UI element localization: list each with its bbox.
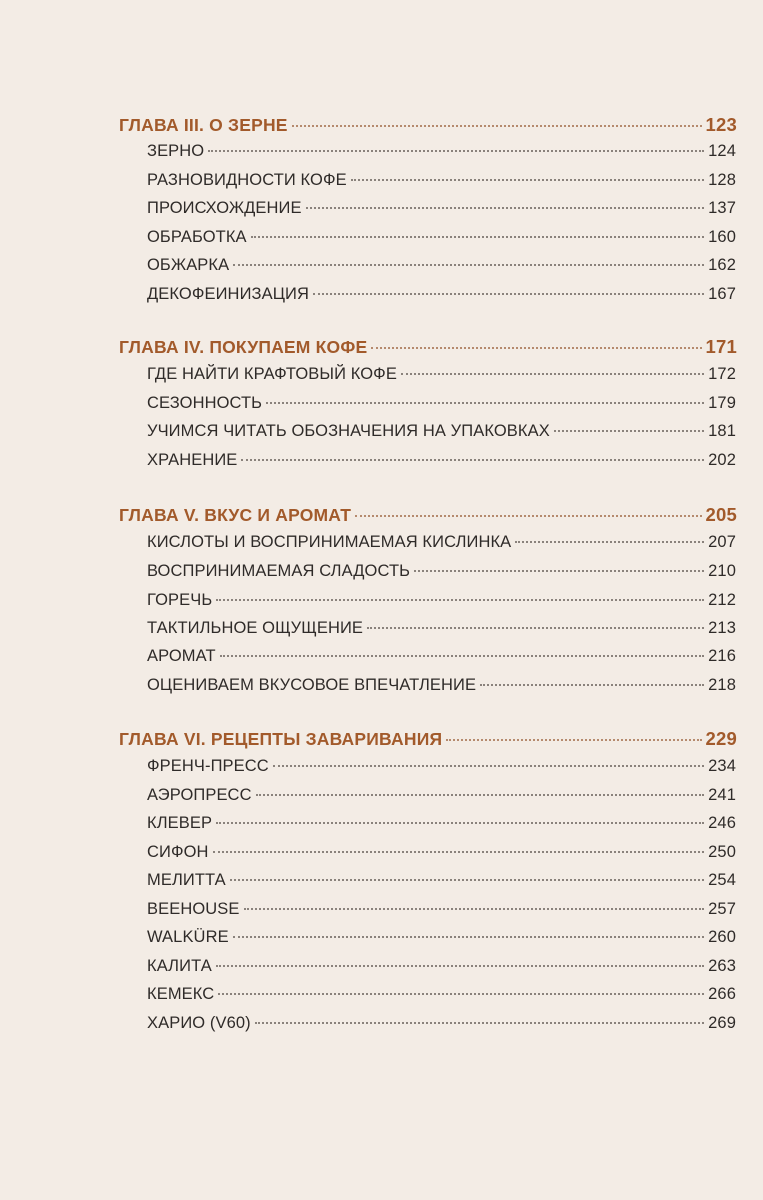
entry-page-number: 124: [708, 142, 736, 160]
entry-page-number: 207: [708, 533, 736, 551]
dot-leader: [220, 655, 705, 657]
dot-leader: [241, 459, 704, 461]
entry-page-number: 234: [708, 757, 736, 775]
entry-title: МЕЛИТТА: [147, 871, 226, 889]
toc-entry: [147, 957, 736, 976]
entry-page-number: 263: [708, 957, 736, 975]
entry-title: ГОРЕЧЬ: [147, 591, 213, 609]
dot-leader: [515, 541, 704, 543]
entry-page-number: 162: [708, 256, 736, 274]
entry-page-number: 216: [708, 647, 736, 665]
dot-leader: [292, 125, 702, 127]
dot-leader: [216, 599, 704, 601]
entry-title: ВОСПРИНИМАЕМАЯ СЛАДОСТЬ: [147, 562, 411, 580]
dot-leader: [446, 739, 701, 741]
chapter-title: ГЛАВА IV. ПОКУПАЕМ КОФЕ: [119, 337, 368, 357]
dot-leader: [208, 150, 704, 152]
toc-entry: [147, 562, 736, 581]
entry-page-number: 246: [708, 814, 736, 832]
dot-leader: [355, 515, 701, 517]
entry-title: АЭРОПРЕСС: [147, 786, 252, 804]
dot-leader: [371, 347, 701, 349]
toc-entry: [147, 422, 736, 441]
chapter-page-number: 229: [705, 728, 737, 749]
chapter-heading: [119, 336, 737, 358]
toc-entry: [147, 365, 736, 384]
toc-entry: [147, 900, 736, 919]
dot-leader: [255, 1022, 704, 1024]
chapter-heading: [119, 114, 737, 136]
dot-leader: [216, 822, 704, 824]
toc-entry: [147, 619, 736, 638]
toc-entry: [147, 533, 736, 552]
dot-leader: [256, 794, 705, 796]
toc-entry: [147, 647, 736, 666]
entry-page-number: 250: [708, 843, 736, 861]
toc-entry: [147, 199, 736, 218]
toc-entry: [147, 285, 736, 304]
entry-title: ОБЖАРКА: [147, 256, 230, 274]
dot-leader: [233, 264, 704, 266]
entry-title: КАЛИТА: [147, 957, 212, 975]
chapter-page-number: 171: [705, 336, 737, 357]
toc-entry: [147, 228, 736, 247]
toc-entry: [147, 928, 736, 947]
dot-leader: [554, 430, 704, 432]
dot-leader: [244, 908, 705, 910]
dot-leader: [218, 993, 704, 995]
dot-leader: [367, 627, 704, 629]
toc-entry: [147, 871, 736, 890]
toc-entry: [147, 676, 736, 695]
entry-title: ГДЕ НАЙТИ КРАФТОВЫЙ КОФЕ: [147, 365, 397, 383]
entry-title: ПРОИСХОЖДЕНИЕ: [147, 199, 302, 217]
chapter-heading: [119, 504, 737, 526]
entry-page-number: 137: [708, 199, 736, 217]
toc-entry: [147, 985, 736, 1004]
toc-entry: [147, 757, 736, 776]
chapter-title: ГЛАВА V. ВКУС И АРОМАТ: [119, 505, 352, 525]
chapter-title: ГЛАВА III. О ЗЕРНЕ: [119, 115, 288, 135]
entry-page-number: 257: [708, 900, 736, 918]
dot-leader: [480, 684, 704, 686]
dot-leader: [401, 373, 704, 375]
dot-leader: [351, 179, 704, 181]
entry-title: ДЕКОФЕИНИЗАЦИЯ: [147, 285, 309, 303]
dot-leader: [251, 236, 705, 238]
dot-leader: [216, 965, 704, 967]
toc-entry: [147, 814, 736, 833]
entry-title: WALKÜRE: [147, 928, 229, 946]
chapter-title: ГЛАВА VI. РЕЦЕПТЫ ЗАВАРИВАНИЯ: [119, 729, 443, 749]
dot-leader: [313, 293, 704, 295]
entry-page-number: 260: [708, 928, 736, 946]
chapter-page-number: 205: [705, 504, 737, 525]
toc-entry: [147, 451, 736, 470]
toc-entry: [147, 591, 736, 610]
entry-title: ФРЕНЧ-ПРЕСС: [147, 757, 269, 775]
toc-entry: [147, 142, 736, 161]
entry-page-number: 254: [708, 871, 736, 889]
entry-page-number: 167: [708, 285, 736, 303]
entry-title: АРОМАТ: [147, 647, 216, 665]
entry-title: ОБРАБОТКА: [147, 228, 247, 246]
entry-title: ХАРИО (V60): [147, 1014, 251, 1032]
entry-page-number: 202: [708, 451, 736, 469]
entry-page-number: 210: [708, 562, 736, 580]
entry-page-number: 179: [708, 394, 736, 412]
dot-leader: [266, 402, 704, 404]
dot-leader: [230, 879, 704, 881]
entry-title: КИСЛОТЫ И ВОСПРИНИМАЕМАЯ КИСЛИНКА: [147, 533, 512, 551]
entry-page-number: 218: [708, 676, 736, 694]
toc-entry: [147, 394, 736, 413]
entry-title: РАЗНОВИДНОСТИ КОФЕ: [147, 171, 347, 189]
entry-page-number: 128: [708, 171, 736, 189]
entry-page-number: 181: [708, 422, 736, 440]
entry-page-number: 160: [708, 228, 736, 246]
entry-title: УЧИМСЯ ЧИТАТЬ ОБОЗНАЧЕНИЯ НА УПАКОВКАХ: [147, 422, 550, 440]
entry-page-number: 266: [708, 985, 736, 1003]
entry-title: СИФОН: [147, 843, 209, 861]
chapter-heading: [119, 728, 737, 750]
dot-leader: [273, 765, 704, 767]
toc-entry: [147, 843, 736, 862]
entry-title: BEEHOUSE: [147, 900, 240, 918]
entry-title: ОЦЕНИВАЕМ ВКУСОВОЕ ВПЕЧАТЛЕНИЕ: [147, 676, 477, 694]
entry-title: СЕЗОННОСТЬ: [147, 394, 263, 412]
dot-leader: [213, 851, 705, 853]
entry-title: ЗЕРНО: [147, 142, 205, 160]
entry-title: ТАКТИЛЬНОЕ ОЩУЩЕНИЕ: [147, 619, 364, 637]
toc-entry: [147, 256, 736, 275]
entry-page-number: 269: [708, 1014, 736, 1032]
entry-page-number: 241: [708, 786, 736, 804]
entry-page-number: 212: [708, 591, 736, 609]
entry-title: ХРАНЕНИЕ: [147, 451, 238, 469]
chapter-page-number: 123: [705, 114, 737, 135]
dot-leader: [414, 570, 704, 572]
toc-entry: [147, 786, 736, 805]
dot-leader: [233, 936, 704, 938]
entry-title: КЕМЕКС: [147, 985, 215, 1003]
entry-title: КЛЕВЕР: [147, 814, 213, 832]
dot-leader: [306, 207, 705, 209]
entry-page-number: 172: [708, 365, 736, 383]
toc-entry: [147, 1014, 736, 1033]
toc-entry: [147, 171, 736, 190]
entry-page-number: 213: [708, 619, 736, 637]
